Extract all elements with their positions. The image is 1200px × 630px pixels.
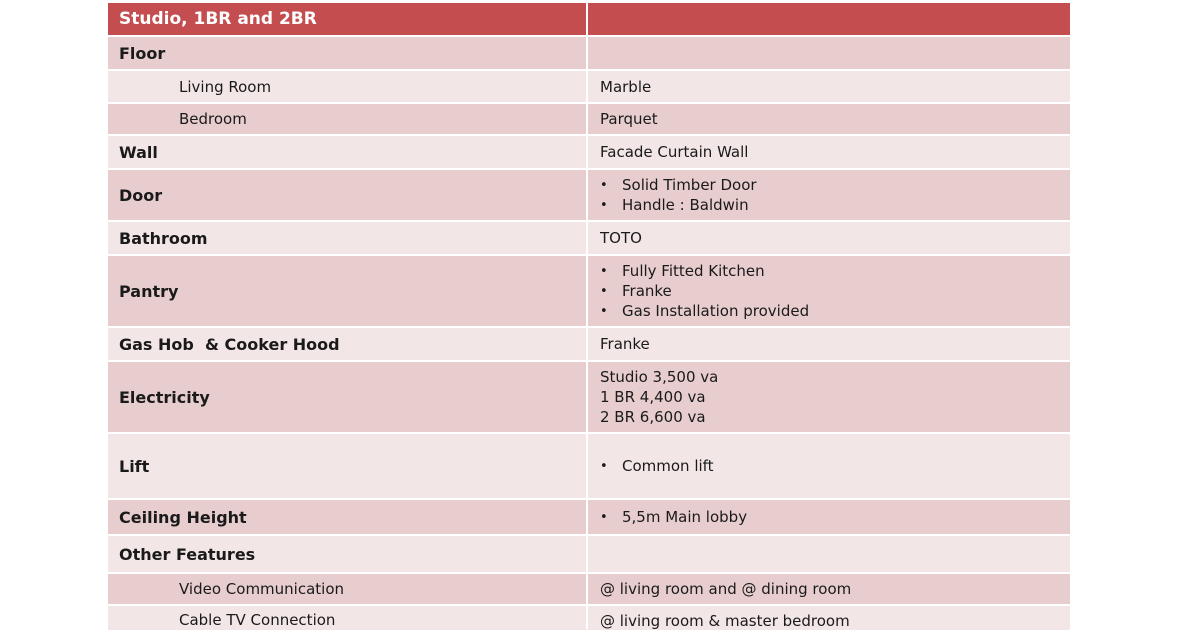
- bullet-text: 5,5m Main lobby: [622, 508, 748, 526]
- row-label-lift: Lift: [119, 456, 150, 476]
- row-label-cell: [108, 574, 588, 604]
- row-value-cell: [588, 606, 1070, 630]
- row-value-cable-tv: @ living room & master bedroom: [600, 612, 850, 630]
- table-row-wall: [108, 136, 1070, 170]
- bullet-icon: •: [600, 458, 608, 474]
- bullet-list-lift: [600, 456, 714, 476]
- table-header-row: [108, 3, 1070, 37]
- row-value-cell: [588, 328, 1070, 360]
- bullet-icon: •: [600, 263, 608, 279]
- table-row-electricity: [108, 362, 1070, 434]
- row-label-cable-tv: Cable TV Connection: [179, 611, 336, 629]
- row-value-video-communication: @ living room and @ dining room: [600, 580, 852, 598]
- row-label-video-communication: Video Communication: [179, 580, 345, 598]
- bullet-icon: •: [600, 177, 608, 193]
- row-label-cell: [108, 328, 588, 360]
- bullet-icon: •: [600, 197, 608, 213]
- bullet-text: Handle : Baldwin: [622, 196, 749, 214]
- bullet-list-door: [600, 175, 757, 215]
- row-label-cell: [108, 362, 588, 432]
- electricity-line: Studio 3,500 va: [600, 368, 719, 386]
- bullet-text: Franke: [622, 282, 672, 300]
- row-label-door: Door: [119, 185, 163, 205]
- row-value-bathroom: TOTO: [600, 229, 642, 247]
- row-label-electricity: Electricity: [119, 387, 210, 407]
- row-value-cell: [588, 362, 1070, 432]
- row-label-cell: [108, 71, 588, 102]
- row-value-cell: [588, 434, 1070, 498]
- bullet-text: Fully Fitted Kitchen: [622, 262, 765, 280]
- table-row-bedroom: [108, 104, 1070, 136]
- bullet-text: Gas Installation provided: [622, 302, 810, 320]
- table-row-lift: [108, 434, 1070, 500]
- row-value-cell: [588, 222, 1070, 254]
- table-row-gas-hob: [108, 328, 1070, 362]
- row-label-bathroom: Bathroom: [119, 228, 208, 248]
- row-label-cell: [108, 536, 588, 572]
- row-value-cell: [588, 104, 1070, 134]
- bullet-list-pantry: [600, 261, 809, 321]
- row-label-cell: [108, 500, 588, 534]
- row-label-cell: [108, 136, 588, 168]
- row-value-cell: [588, 574, 1070, 604]
- row-value-cell: [588, 136, 1070, 168]
- bullet-list-ceiling: [600, 507, 747, 527]
- row-label-wall: Wall: [119, 142, 158, 162]
- specification-table: [108, 3, 1070, 630]
- row-value-living-room: Marble: [600, 77, 652, 96]
- row-value-cell: [588, 71, 1070, 102]
- list-item: [600, 175, 757, 195]
- electricity-line: 1 BR 4,400 va: [600, 388, 706, 406]
- row-value-wall: Facade Curtain Wall: [600, 143, 749, 161]
- row-label-cell: [108, 256, 588, 326]
- table-row-other-features: [108, 536, 1070, 574]
- electricity-lines: [600, 367, 718, 427]
- table-row-living-room: [108, 71, 1070, 104]
- row-value-cell: [588, 170, 1070, 220]
- table-title: Studio, 1BR and 2BR: [119, 9, 317, 29]
- row-label-gas-hob: Gas Hob & Cooker Hood: [119, 334, 340, 354]
- row-value-cell: [588, 37, 1070, 69]
- list-item: [600, 507, 747, 527]
- row-label-cell: [108, 104, 588, 134]
- row-label-cell: [108, 170, 588, 220]
- row-label-bedroom: Bedroom: [179, 110, 247, 128]
- row-label-ceiling-height: Ceiling Height: [119, 507, 247, 527]
- table-row-cable-tv: [108, 606, 1070, 630]
- row-value-cell: [588, 500, 1070, 534]
- list-item: [600, 456, 714, 476]
- header-right-cell: [588, 3, 1070, 35]
- row-label-cell: [108, 606, 588, 629]
- row-label-floor: Floor: [119, 43, 166, 63]
- row-value-cell: [588, 536, 1070, 572]
- table-row-ceiling-height: [108, 500, 1070, 536]
- bullet-text: Solid Timber Door: [622, 176, 757, 194]
- bullet-icon: •: [600, 283, 608, 299]
- bullet-icon: •: [600, 509, 608, 525]
- electricity-line: 2 BR 6,600 va: [600, 408, 706, 426]
- row-label-other-features: Other Features: [119, 544, 256, 564]
- list-item: [600, 301, 809, 321]
- row-value-cell: [588, 256, 1070, 326]
- row-label-living-room: Living Room: [179, 77, 272, 96]
- row-label-pantry: Pantry: [119, 281, 179, 301]
- list-item: [600, 195, 757, 215]
- bullet-text: Common lift: [622, 457, 714, 475]
- row-value-bedroom: Parquet: [600, 110, 658, 128]
- header-left-cell: [108, 3, 588, 35]
- table-row-door: [108, 170, 1070, 222]
- row-value-gas-hob: Franke: [600, 335, 650, 353]
- table-row-video-communication: [108, 574, 1070, 606]
- list-item: [600, 261, 809, 281]
- row-label-cell: [108, 434, 588, 498]
- table-row-floor: [108, 37, 1070, 71]
- table-row-bathroom: [108, 222, 1070, 256]
- row-label-cell: [108, 222, 588, 254]
- bullet-icon: •: [600, 303, 608, 319]
- table-row-pantry: [108, 256, 1070, 328]
- row-label-cell: [108, 37, 588, 69]
- list-item: [600, 281, 809, 301]
